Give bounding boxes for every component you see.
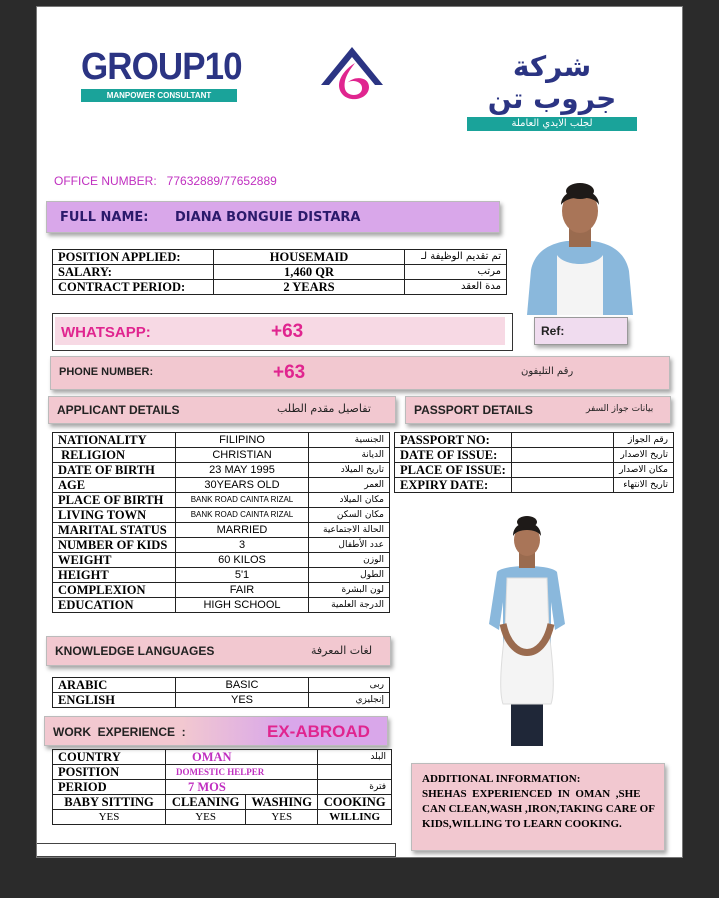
full-name-bar — [46, 201, 500, 233]
applicant-details-header — [48, 396, 396, 424]
nationality-arabic: الجنسية — [309, 433, 390, 448]
living-town-arabic: مكان السكن — [309, 508, 390, 523]
table-row — [53, 795, 392, 810]
birthplace-value: BANK ROAD CAINTA RIZAL — [176, 493, 309, 508]
english-language-value: YES — [176, 693, 309, 708]
salary-label: SALARY: — [53, 265, 214, 280]
table-row — [53, 765, 392, 780]
applicant-photo-portrait — [517, 175, 642, 315]
skill-washing-value: YES — [246, 810, 318, 825]
age-label: AGE — [53, 478, 176, 493]
country-arabic: البلد — [318, 750, 392, 765]
brand-emblem-icon — [317, 43, 387, 105]
skill-cooking: COOKING — [318, 795, 392, 810]
applicant-details-table — [52, 432, 390, 613]
skill-washing: WASHING — [246, 795, 318, 810]
living-town-value: BANK ROAD CAINTA RIZAL — [176, 508, 309, 523]
table-row — [53, 478, 390, 493]
table-row — [53, 280, 507, 295]
dob-arabic: تاريخ الميلاد — [309, 463, 390, 478]
country-label: COUNTRY — [53, 750, 166, 765]
position-table — [52, 249, 507, 295]
additional-info-title: ADDITIONAL INFORMATION: — [422, 773, 581, 785]
salary-value: 1,460 QR — [214, 265, 405, 280]
work-experience-table — [52, 749, 392, 825]
table-row — [53, 780, 392, 795]
birthplace-label: PLACE OF BIRTH — [53, 493, 176, 508]
contract-label: CONTRACT PERIOD: — [53, 280, 214, 295]
education-arabic: الدرجة العلمية — [309, 598, 390, 613]
religion-arabic: الديانة — [309, 448, 390, 463]
position-arabic: تم تقديم الوظيفة لـ — [405, 250, 507, 265]
languages-header — [46, 636, 391, 666]
group10-logo-subtitle: MANPOWER CONSULTANT — [81, 89, 237, 102]
table-row — [395, 448, 674, 463]
table-row — [53, 508, 390, 523]
arabic-language-value: BASIC — [176, 678, 309, 693]
kids-arabic: عدد الأطفال — [309, 538, 390, 553]
position-label: POSITION APPLIED: — [53, 250, 214, 265]
passport-details-table — [394, 432, 674, 493]
english-language-label: ENGLISH — [53, 693, 176, 708]
table-row — [53, 598, 390, 613]
period-label: PERIOD — [53, 780, 166, 795]
work-experience-value: EX-ABROAD — [267, 722, 370, 741]
kids-value: 3 — [176, 538, 309, 553]
table-row — [53, 493, 390, 508]
religion-value: CHRISTIAN — [176, 448, 309, 463]
issue-place-arabic: مكان الاصدار — [614, 463, 674, 478]
group10-logo — [81, 46, 242, 102]
weight-label: WEIGHT — [53, 553, 176, 568]
skill-cleaning-value: YES — [166, 810, 246, 825]
passport-no-value — [511, 433, 613, 448]
phone-value: +63 — [273, 362, 306, 383]
marital-value: MARRIED — [176, 523, 309, 538]
whatsapp-bar — [55, 317, 505, 345]
phone-arabic: رقم التليفون — [521, 366, 574, 377]
religion-label: RELIGION — [53, 448, 176, 463]
applicant-details-label: APPLICANT DETAILS — [57, 403, 180, 417]
height-label: HEIGHT — [53, 568, 176, 583]
issue-place-value — [511, 463, 613, 478]
period-value: 7 MOS — [166, 780, 318, 795]
arabic-language-arabic: ربى — [309, 678, 390, 693]
expiry-label: EXPIRY DATE: — [395, 478, 512, 493]
height-value: 5'1 — [176, 568, 309, 583]
dob-value: 23 MAY 1995 — [176, 463, 309, 478]
complexion-label: COMPLEXION — [53, 583, 176, 598]
work-position-label: POSITION — [53, 765, 166, 780]
table-row — [53, 750, 392, 765]
bottom-border-line — [37, 843, 396, 857]
skill-cleaning: CLEANING — [166, 795, 246, 810]
table-row — [53, 583, 390, 598]
expiry-value — [511, 478, 613, 493]
issue-place-label: PLACE OF ISSUE: — [395, 463, 512, 478]
table-row — [53, 250, 507, 265]
height-arabic: الطول — [309, 568, 390, 583]
office-number: OFFICE NUMBER: 77632889/77652889 — [54, 174, 277, 188]
whatsapp-label: WHATSAPP: — [61, 324, 151, 341]
table-row — [53, 538, 390, 553]
passport-no-label: PASSPORT NO: — [395, 433, 512, 448]
table-row — [395, 478, 674, 493]
applicant-details-arabic: تفاصيل مقدم الطلب — [277, 402, 371, 415]
table-row — [53, 568, 390, 583]
marital-label: MARITAL STATUS — [53, 523, 176, 538]
work-experience-header — [44, 716, 388, 746]
group10-logo-text: GROUP10 — [81, 46, 242, 88]
issue-date-label: DATE OF ISSUE: — [395, 448, 512, 463]
nationality-label: NATIONALITY — [53, 433, 176, 448]
birthplace-arabic: مكان الميلاد — [309, 493, 390, 508]
age-arabic: العمر — [309, 478, 390, 493]
table-row — [53, 693, 390, 708]
table-row — [395, 433, 674, 448]
table-row — [53, 523, 390, 538]
nationality-value: FILIPINO — [176, 433, 309, 448]
dob-label: DATE OF BIRTH — [53, 463, 176, 478]
country-value: OMAN — [166, 750, 318, 765]
ref-label: Ref: — [541, 324, 565, 338]
salary-arabic: مرتب — [405, 265, 507, 280]
kids-label: NUMBER OF KIDS — [53, 538, 176, 553]
arabic-logo-subtitle: لجلب الايدي العاملة — [467, 117, 637, 131]
education-value: HIGH SCHOOL — [176, 598, 309, 613]
table-row — [395, 463, 674, 478]
full-name-label: FULL NAME: — [60, 210, 149, 225]
table-row — [53, 678, 390, 693]
work-experience-label: WORK EXPERIENCE : — [53, 725, 186, 739]
expiry-arabic: تاريخ الانتهاء — [614, 478, 674, 493]
additional-info-line-1: SHEHAS EXPERIENCED IN OMAN ,SHE — [422, 788, 641, 800]
passport-details-header — [405, 396, 671, 424]
phone-bar — [50, 356, 670, 390]
languages-table — [52, 677, 390, 708]
contract-arabic: مدة العقد — [405, 280, 507, 295]
work-position-arabic — [318, 765, 392, 780]
issue-date-arabic: تاريخ الاصدار — [614, 448, 674, 463]
cv-page — [36, 6, 683, 858]
arabic-logo — [467, 51, 637, 131]
period-arabic: فترة — [318, 780, 392, 795]
table-row — [53, 553, 390, 568]
living-town-label: LIVING TOWN — [53, 508, 176, 523]
additional-info-line-2: CAN CLEAN,WASH ,IRON,TAKING CARE OF — [422, 803, 655, 815]
skill-cooking-value: WILLING — [318, 810, 392, 825]
phone-label: PHONE NUMBER: — [59, 366, 154, 378]
ref-box — [534, 317, 628, 345]
passport-details-arabic: بيانات جواز السفر — [586, 404, 654, 414]
marital-arabic: الحالة الاجتماعية — [309, 523, 390, 538]
complexion-arabic: لون البشرة — [309, 583, 390, 598]
passport-no-arabic: رقم الجواز — [614, 433, 674, 448]
table-row — [53, 463, 390, 478]
table-row — [53, 265, 507, 280]
whatsapp-box — [52, 313, 513, 351]
position-value: HOUSEMAID — [214, 250, 405, 265]
full-name-value: DIANA BONGUIE DISTARA — [175, 210, 361, 225]
education-label: EDUCATION — [53, 598, 176, 613]
languages-label: KNOWLEDGE LANGUAGES — [55, 644, 215, 658]
arabic-logo-text: شركة جروب تن — [487, 50, 617, 115]
weight-value: 60 KILOS — [176, 553, 309, 568]
table-row — [53, 433, 390, 448]
table-row — [53, 810, 392, 825]
complexion-value: FAIR — [176, 583, 309, 598]
english-language-arabic: إنجليزي — [309, 693, 390, 708]
whatsapp-value: +63 — [271, 321, 304, 342]
passport-details-label: PASSPORT DETAILS — [414, 403, 533, 417]
skill-baby-sitting: BABY SITTING — [53, 795, 166, 810]
languages-arabic: لغات المعرفة — [311, 644, 373, 657]
arabic-language-label: ARABIC — [53, 678, 176, 693]
table-row — [53, 448, 390, 463]
issue-date-value — [511, 448, 613, 463]
skill-baby-sitting-value: YES — [53, 810, 166, 825]
weight-arabic: الوزن — [309, 553, 390, 568]
contract-value: 2 YEARS — [214, 280, 405, 295]
additional-info-line-3: KIDS,WILLING TO LEARN COOKING. — [422, 818, 622, 830]
age-value: 30YEARS OLD — [176, 478, 309, 493]
additional-info-box — [411, 763, 665, 851]
work-position-value: DOMESTIC HELPER — [166, 765, 318, 780]
applicant-photo-full-body — [467, 512, 587, 748]
